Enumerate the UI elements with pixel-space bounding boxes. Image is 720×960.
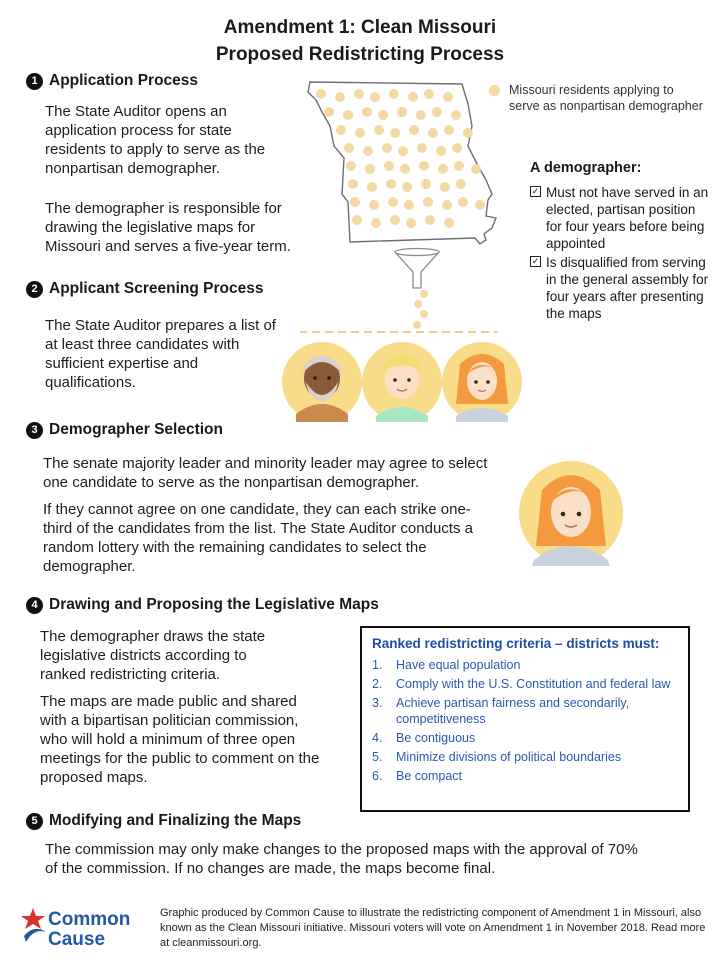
requirement-text: Must not have served in an elected, partisan position for four years before being appointed: [546, 185, 709, 251]
funnel-icon: [395, 252, 439, 288]
redistricting-criteria-box: [360, 626, 690, 812]
criteria-number: 4.: [372, 731, 383, 745]
applicant-dot: [408, 92, 418, 102]
section-1-paragraph-1: The State Auditor opens an application process for state residents to apply to serve as the nonpartisan demographer.: [45, 103, 266, 177]
applicant-dot: [389, 89, 399, 99]
requirement-text: Is disqualified from serving in the general assembly for four years after presenting the maps: [546, 255, 709, 321]
logo-word-2: Cause: [48, 929, 106, 950]
requirement-item: [530, 184, 710, 252]
applicant-dot: [382, 143, 392, 153]
candidate-avatar-3: [442, 342, 522, 422]
applicant-dot: [370, 92, 380, 102]
section-1-paragraph-2: The demographer is responsible for drawing the legislative maps for Missouri and serves a five-year term.: [45, 200, 291, 255]
applicant-dot: [444, 218, 454, 228]
criteria-number: 2.: [372, 677, 383, 691]
applicant-dot: [400, 164, 410, 174]
applicant-dot: [452, 143, 462, 153]
page-title: [0, 14, 720, 68]
section-number-badge: 4: [26, 597, 43, 614]
applicant-dot: [316, 89, 326, 99]
criteria-number: 1.: [372, 658, 383, 672]
criteria-number: 3.: [372, 696, 383, 710]
section-1-heading: [26, 72, 198, 90]
missouri-state-outline: [308, 82, 496, 244]
applicant-dot: [324, 107, 334, 117]
checkbox-icon: ✓: [531, 256, 540, 266]
applicant-dot: [335, 92, 345, 102]
applicant-dot: [388, 197, 398, 207]
applicant-dot: [374, 125, 384, 135]
applicant-dot: [367, 182, 377, 192]
applicant-dot: [428, 128, 438, 138]
section-3-paragraph-2: If they cannot agree on one candidate, they can each strike one-third of the candidates from the list. The State Auditor conducts a random lottery with the remaining candidates to select the demographer.: [43, 501, 473, 575]
criteria-text: Achieve partisan fairness and secondarily, competitiveness: [396, 696, 630, 726]
applicant-dot: [398, 146, 408, 156]
title-line-2: Proposed Redistricting Process: [215, 44, 505, 65]
applicant-dot: [475, 200, 485, 210]
criteria-item: [372, 749, 678, 765]
applicant-dot: [336, 125, 346, 135]
section-heading-text: Modifying and Finalizing the Maps: [49, 812, 302, 829]
criteria-title: Ranked redistricting criteria – districts must:: [372, 636, 660, 651]
applicant-dot: [343, 110, 353, 120]
applicant-dot: [352, 215, 362, 225]
criteria-text: Be compact: [396, 769, 463, 783]
selected-demographer-avatar: [518, 460, 624, 566]
applicant-dot: [404, 200, 414, 210]
requirement-item: [530, 254, 710, 322]
applicant-dot: [397, 107, 407, 117]
criteria-number: 5.: [372, 750, 383, 764]
applicant-dot: [390, 128, 400, 138]
criteria-text: Be contiguous: [396, 731, 476, 745]
section-heading-text: Applicant Screening Process: [49, 280, 264, 297]
criteria-number: 6.: [372, 769, 383, 783]
applicant-dot: [432, 107, 442, 117]
applicant-dot: [363, 146, 373, 156]
applicant-dot: [471, 164, 481, 174]
applicant-dot: [346, 161, 356, 171]
applicant-dot: [416, 110, 426, 120]
applicant-dot: [365, 164, 375, 174]
applicant-dot: [443, 92, 453, 102]
applicant-dot: [442, 200, 452, 210]
footer-credit: Graphic produced by Common Cause to illustrate the redistricting component of Amendment 1 in Missouri, also known as the Clean Missouri initiative. Missouri voters will vote on Amendment 1 in November 2018. Read more at cleanmissouri.org.: [160, 907, 706, 949]
section-heading-text: Drawing and Proposing the Legislative Maps: [49, 596, 379, 613]
candidate-avatar-1: [282, 342, 362, 422]
criteria-text: Comply with the U.S. Constitution and federal law: [396, 677, 671, 691]
applicant-dot: [384, 161, 394, 171]
criteria-item: [372, 768, 678, 784]
applicant-dot: [409, 125, 419, 135]
section-number-badge: 1: [26, 73, 43, 90]
applicant-dot: [371, 218, 381, 228]
section-4-heading: [26, 596, 379, 614]
missouri-map-illustration: [300, 76, 500, 346]
applicant-dot: [344, 143, 354, 153]
applicant-dot: [425, 215, 435, 225]
applicant-dot: [456, 179, 466, 189]
criteria-text: Have equal population: [396, 658, 521, 672]
criteria-item: [372, 730, 678, 746]
section-4-paragraph-1: The demographer draws the state legislative districts according to ranked redistricting criteria.: [40, 628, 266, 683]
applicant-dot: [458, 197, 468, 207]
section-number-badge: 2: [26, 281, 43, 298]
section-4-paragraph-2: The maps are made public and shared with a bipartisan politician commission, who will hold a minimum of three open meetings for the public to comment on the proposed maps.: [40, 693, 320, 786]
section-3-paragraph-1: The senate majority leader and minority leader may agree to select one candidate to serve as the nonpartisan demographer.: [43, 455, 488, 491]
applicant-dot: [451, 110, 461, 120]
applicant-dot: [438, 164, 448, 174]
applicant-dot: [406, 218, 416, 228]
star-swoosh-icon: [20, 906, 48, 946]
section-5-heading: [26, 812, 301, 830]
applicant-dot: [419, 161, 429, 171]
applicant-dot: [362, 107, 372, 117]
common-cause-logo: [20, 904, 150, 950]
criteria-text: Minimize divisions of political boundaries: [396, 750, 622, 764]
applicant-dot: [454, 161, 464, 171]
applicant-dot: [369, 200, 379, 210]
section-5-paragraph: The commission may only make changes to the proposed maps with the approval of 70% of the commission. If no changes are made, the maps become final.: [45, 841, 638, 877]
applicant-dot: [348, 179, 358, 189]
applicant-dot: [386, 179, 396, 189]
logo-word-1: Common: [48, 909, 131, 930]
criteria-item: [372, 657, 678, 673]
applicant-dot: [354, 89, 364, 99]
legend-label: Missouri residents applying to serve as nonpartisan demographer: [509, 83, 703, 113]
applicant-dot: [417, 143, 427, 153]
candidate-avatars: [282, 342, 522, 426]
criteria-item: [372, 695, 678, 727]
legend-dot-icon: [489, 85, 500, 96]
applicant-dot: [390, 215, 400, 225]
title-line-1: Amendment 1: Clean Missouri: [223, 17, 497, 38]
section-heading-text: Demographer Selection: [49, 421, 223, 438]
applicant-dot: [402, 182, 412, 192]
section-2-heading: [26, 280, 264, 298]
applicant-dot: [378, 110, 388, 120]
applicant-dot: [463, 128, 473, 138]
section-heading-text: Application Process: [49, 72, 199, 89]
map-legend: [489, 82, 704, 114]
applicant-dot: [436, 146, 446, 156]
checkbox-icon: ✓: [531, 186, 540, 196]
candidate-avatar-2: [362, 342, 442, 422]
section-number-badge: 3: [26, 422, 43, 439]
applicant-dot: [350, 197, 360, 207]
applicant-dot: [421, 179, 431, 189]
applicant-dot: [440, 182, 450, 192]
applicant-dot: [444, 125, 454, 135]
applicant-dot: [424, 89, 434, 99]
criteria-item: [372, 676, 678, 692]
demographer-requirements: [530, 160, 710, 324]
applicant-dot: [423, 197, 433, 207]
applicant-dot: [355, 128, 365, 138]
section-3-heading: [26, 421, 223, 439]
section-number-badge: 5: [26, 813, 43, 830]
section-2-paragraph: The State Auditor prepares a list of at least three candidates with sufficient expertise and qualifications.: [45, 317, 276, 391]
demographer-title: A demographer:: [530, 160, 642, 176]
